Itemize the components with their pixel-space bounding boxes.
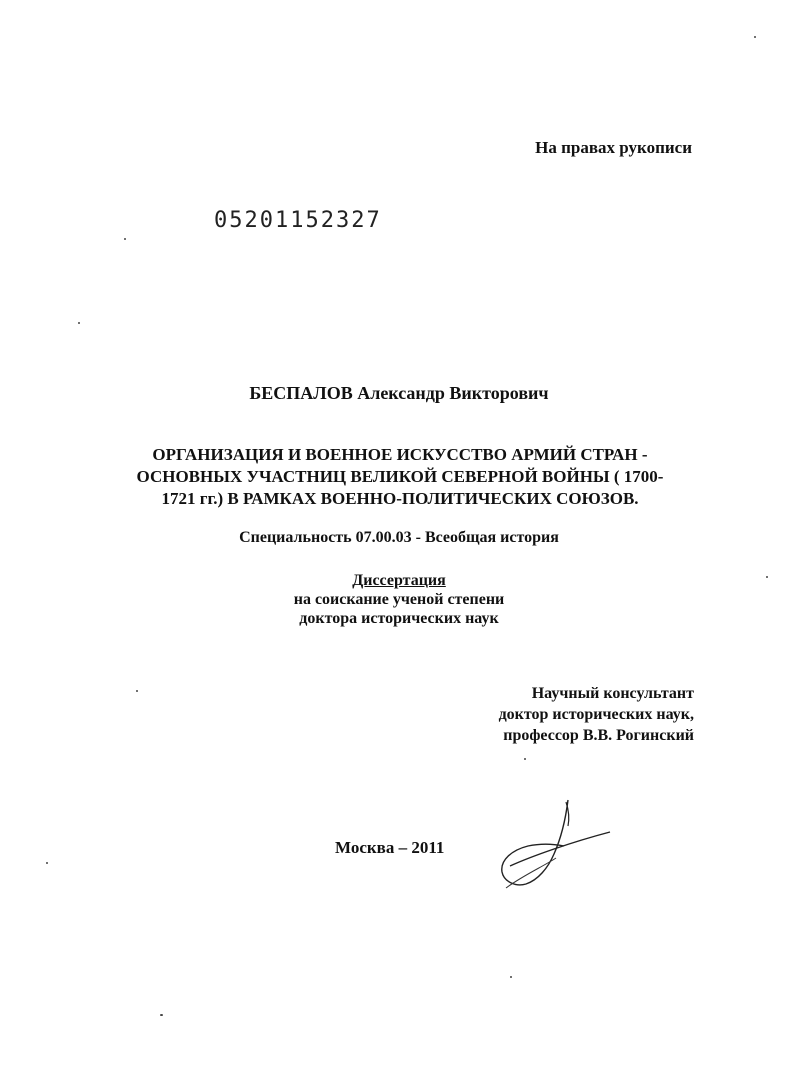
thesis-kind: Диссертация bbox=[352, 572, 446, 589]
scan-speck bbox=[510, 976, 512, 978]
rights-note: На правах рукописи bbox=[535, 138, 692, 157]
scan-speck bbox=[524, 758, 526, 760]
thesis-purpose: на соискание ученой степени bbox=[293, 591, 505, 608]
specialty-line: Специальность 07.00.03 - Всеобщая история bbox=[239, 529, 559, 546]
thesis-info-block bbox=[0, 571, 798, 628]
handwritten-signature bbox=[492, 796, 622, 896]
scan-speck bbox=[754, 36, 756, 38]
author-name: БЕСПАЛОВ Александр Викторович bbox=[249, 383, 549, 403]
thesis-title bbox=[100, 444, 700, 510]
city-year: Москва – 2011 bbox=[335, 838, 445, 857]
thesis-title-line-2: ОСНОВНЫХ УЧАСТНИЦ ВЕЛИКОЙ СЕВЕРНОЙ ВОЙНЫ ( 1700- bbox=[136, 467, 664, 486]
advisor-role: Научный консультант bbox=[531, 685, 694, 702]
registration-stamp-number: 05201152327 bbox=[214, 208, 382, 233]
scan-speck bbox=[124, 238, 126, 240]
scan-speck bbox=[766, 576, 768, 578]
advisor-block bbox=[499, 683, 694, 746]
thesis-title-line-1: ОРГАНИЗАЦИЯ И ВОЕННОЕ ИСКУССТВО АРМИЙ СТРАН - bbox=[152, 445, 648, 464]
thesis-degree: доктора исторических наук bbox=[299, 610, 499, 627]
scan-speck bbox=[78, 322, 80, 324]
scan-speck bbox=[160, 1014, 163, 1016]
advisor-degree: доктор исторических наук, bbox=[498, 706, 694, 723]
scan-speck bbox=[46, 862, 48, 864]
scan-speck bbox=[136, 690, 138, 692]
thesis-title-line-3: 1721 гг.) В РАМКАХ ВОЕННО-ПОЛИТИЧЕСКИХ СОЮЗОВ. bbox=[161, 489, 639, 508]
advisor-name: профессор В.В. Рогинский bbox=[503, 727, 694, 744]
